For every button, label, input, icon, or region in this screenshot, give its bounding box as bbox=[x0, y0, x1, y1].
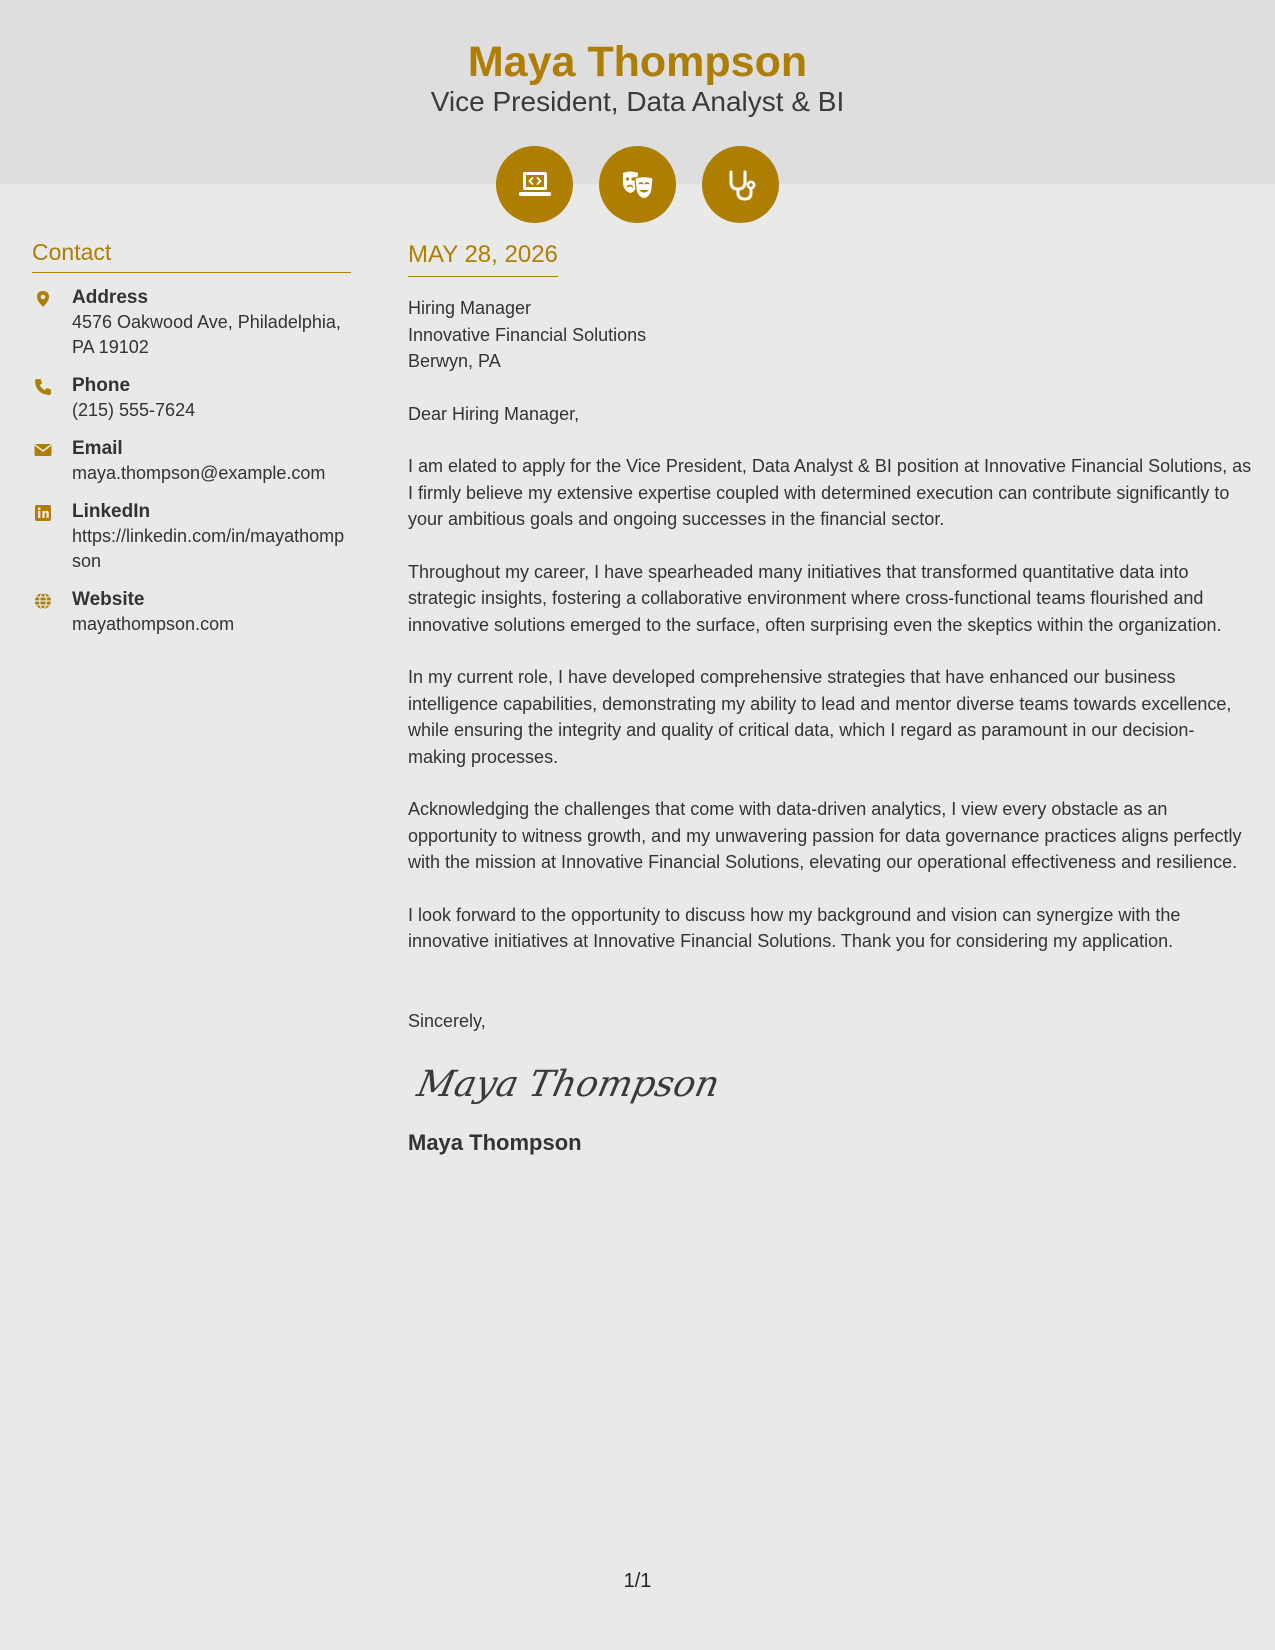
stethoscope-icon bbox=[702, 146, 779, 223]
laptop-code-icon bbox=[496, 146, 573, 223]
website-value[interactable]: mayathompson.com bbox=[72, 614, 235, 634]
globe-icon bbox=[32, 587, 72, 637]
contact-sidebar bbox=[32, 238, 351, 650]
letter-date: MAY 28, 2026 bbox=[408, 240, 558, 277]
candidate-name: Maya Thompson bbox=[467, 38, 808, 86]
closing: Sincerely, bbox=[408, 1010, 486, 1031]
website-label: Website bbox=[72, 589, 145, 610]
address-value: 4576 Oakwood Ave, Philadelphia, PA 19102 bbox=[72, 312, 341, 357]
email-value[interactable]: maya.thompson@example.com bbox=[72, 463, 326, 483]
svg-text:Maya Thompson: Maya Thompson bbox=[413, 1062, 724, 1105]
contact-phone bbox=[32, 373, 351, 423]
paragraph-1: I am elated to apply for the Vice President, Data Analyst & BI position at Innovative Financial Solutions, as I firmly believe my extensive expertise coupled with determined execution can contribute significantly to your ambitious goals and ongoing successes in the financial sector. bbox=[408, 456, 1252, 529]
email-label: Email bbox=[72, 438, 123, 459]
candidate-title: Vice President, Data Analyst & BI bbox=[430, 86, 845, 117]
linkedin-value[interactable]: https://linkedin.com/in/mayathompson bbox=[72, 526, 345, 571]
recipient-location: Berwyn, PA bbox=[408, 351, 501, 371]
contact-address bbox=[32, 285, 351, 360]
recipient-block bbox=[408, 295, 1252, 375]
page-number: 1/1 bbox=[623, 1570, 652, 1592]
map-pin-icon bbox=[32, 285, 72, 360]
phone-label: Phone bbox=[72, 375, 131, 396]
phone-value: (215) 555-7624 bbox=[72, 400, 196, 420]
letter-body bbox=[408, 240, 1252, 1156]
interest-icons bbox=[0, 146, 1275, 223]
contact-linkedin bbox=[32, 499, 351, 574]
paragraph-3: In my current role, I have developed comprehensive strategies that have enhanced our business intelligence capabilities, demonstrating my ability to lead and mentor diverse teams towards excellence, while ensuring the integrity and quality of critical data, which I regard as paramount in our decision-making processes. bbox=[408, 667, 1232, 767]
envelope-icon bbox=[32, 436, 72, 486]
contact-list bbox=[32, 285, 351, 637]
handwritten-signature bbox=[412, 1056, 1252, 1112]
paragraph-5: I look forward to the opportunity to discuss how my background and vision can synergize with the innovative initiatives at Innovative Financial Solutions. Thank you for considering my application. bbox=[408, 904, 1181, 951]
theater-masks-icon bbox=[599, 146, 676, 223]
paragraph-2: Throughout my career, I have spearheaded many initiatives that transformed quantitative data into strategic insights, fostering a collaborative environment where cross-functional teams flourished and innovative solutions emerged to the surface, often surprising even the skeptics within the organization. bbox=[408, 561, 1222, 635]
address-label: Address bbox=[72, 287, 149, 308]
paragraph-4: Acknowledging the challenges that come with data-driven analytics, I view every obstacle as an opportunity to witness growth, and my unwavering passion for data governance practices aligns perfectly with the mission at Innovative Financial Solutions, elevating our operational effectiveness and resilience. bbox=[408, 799, 1242, 872]
greeting: Dear Hiring Manager, bbox=[408, 403, 580, 424]
contact-heading: Contact bbox=[32, 238, 351, 273]
linkedin-label: LinkedIn bbox=[72, 501, 151, 522]
recipient-company: Innovative Financial Solutions bbox=[408, 324, 647, 345]
signer-name: Maya Thompson bbox=[408, 1130, 582, 1155]
contact-email bbox=[32, 436, 351, 486]
linkedin-icon bbox=[32, 499, 72, 574]
contact-website bbox=[32, 587, 351, 637]
recipient-line: Hiring Manager bbox=[408, 298, 532, 318]
phone-icon bbox=[32, 373, 72, 423]
